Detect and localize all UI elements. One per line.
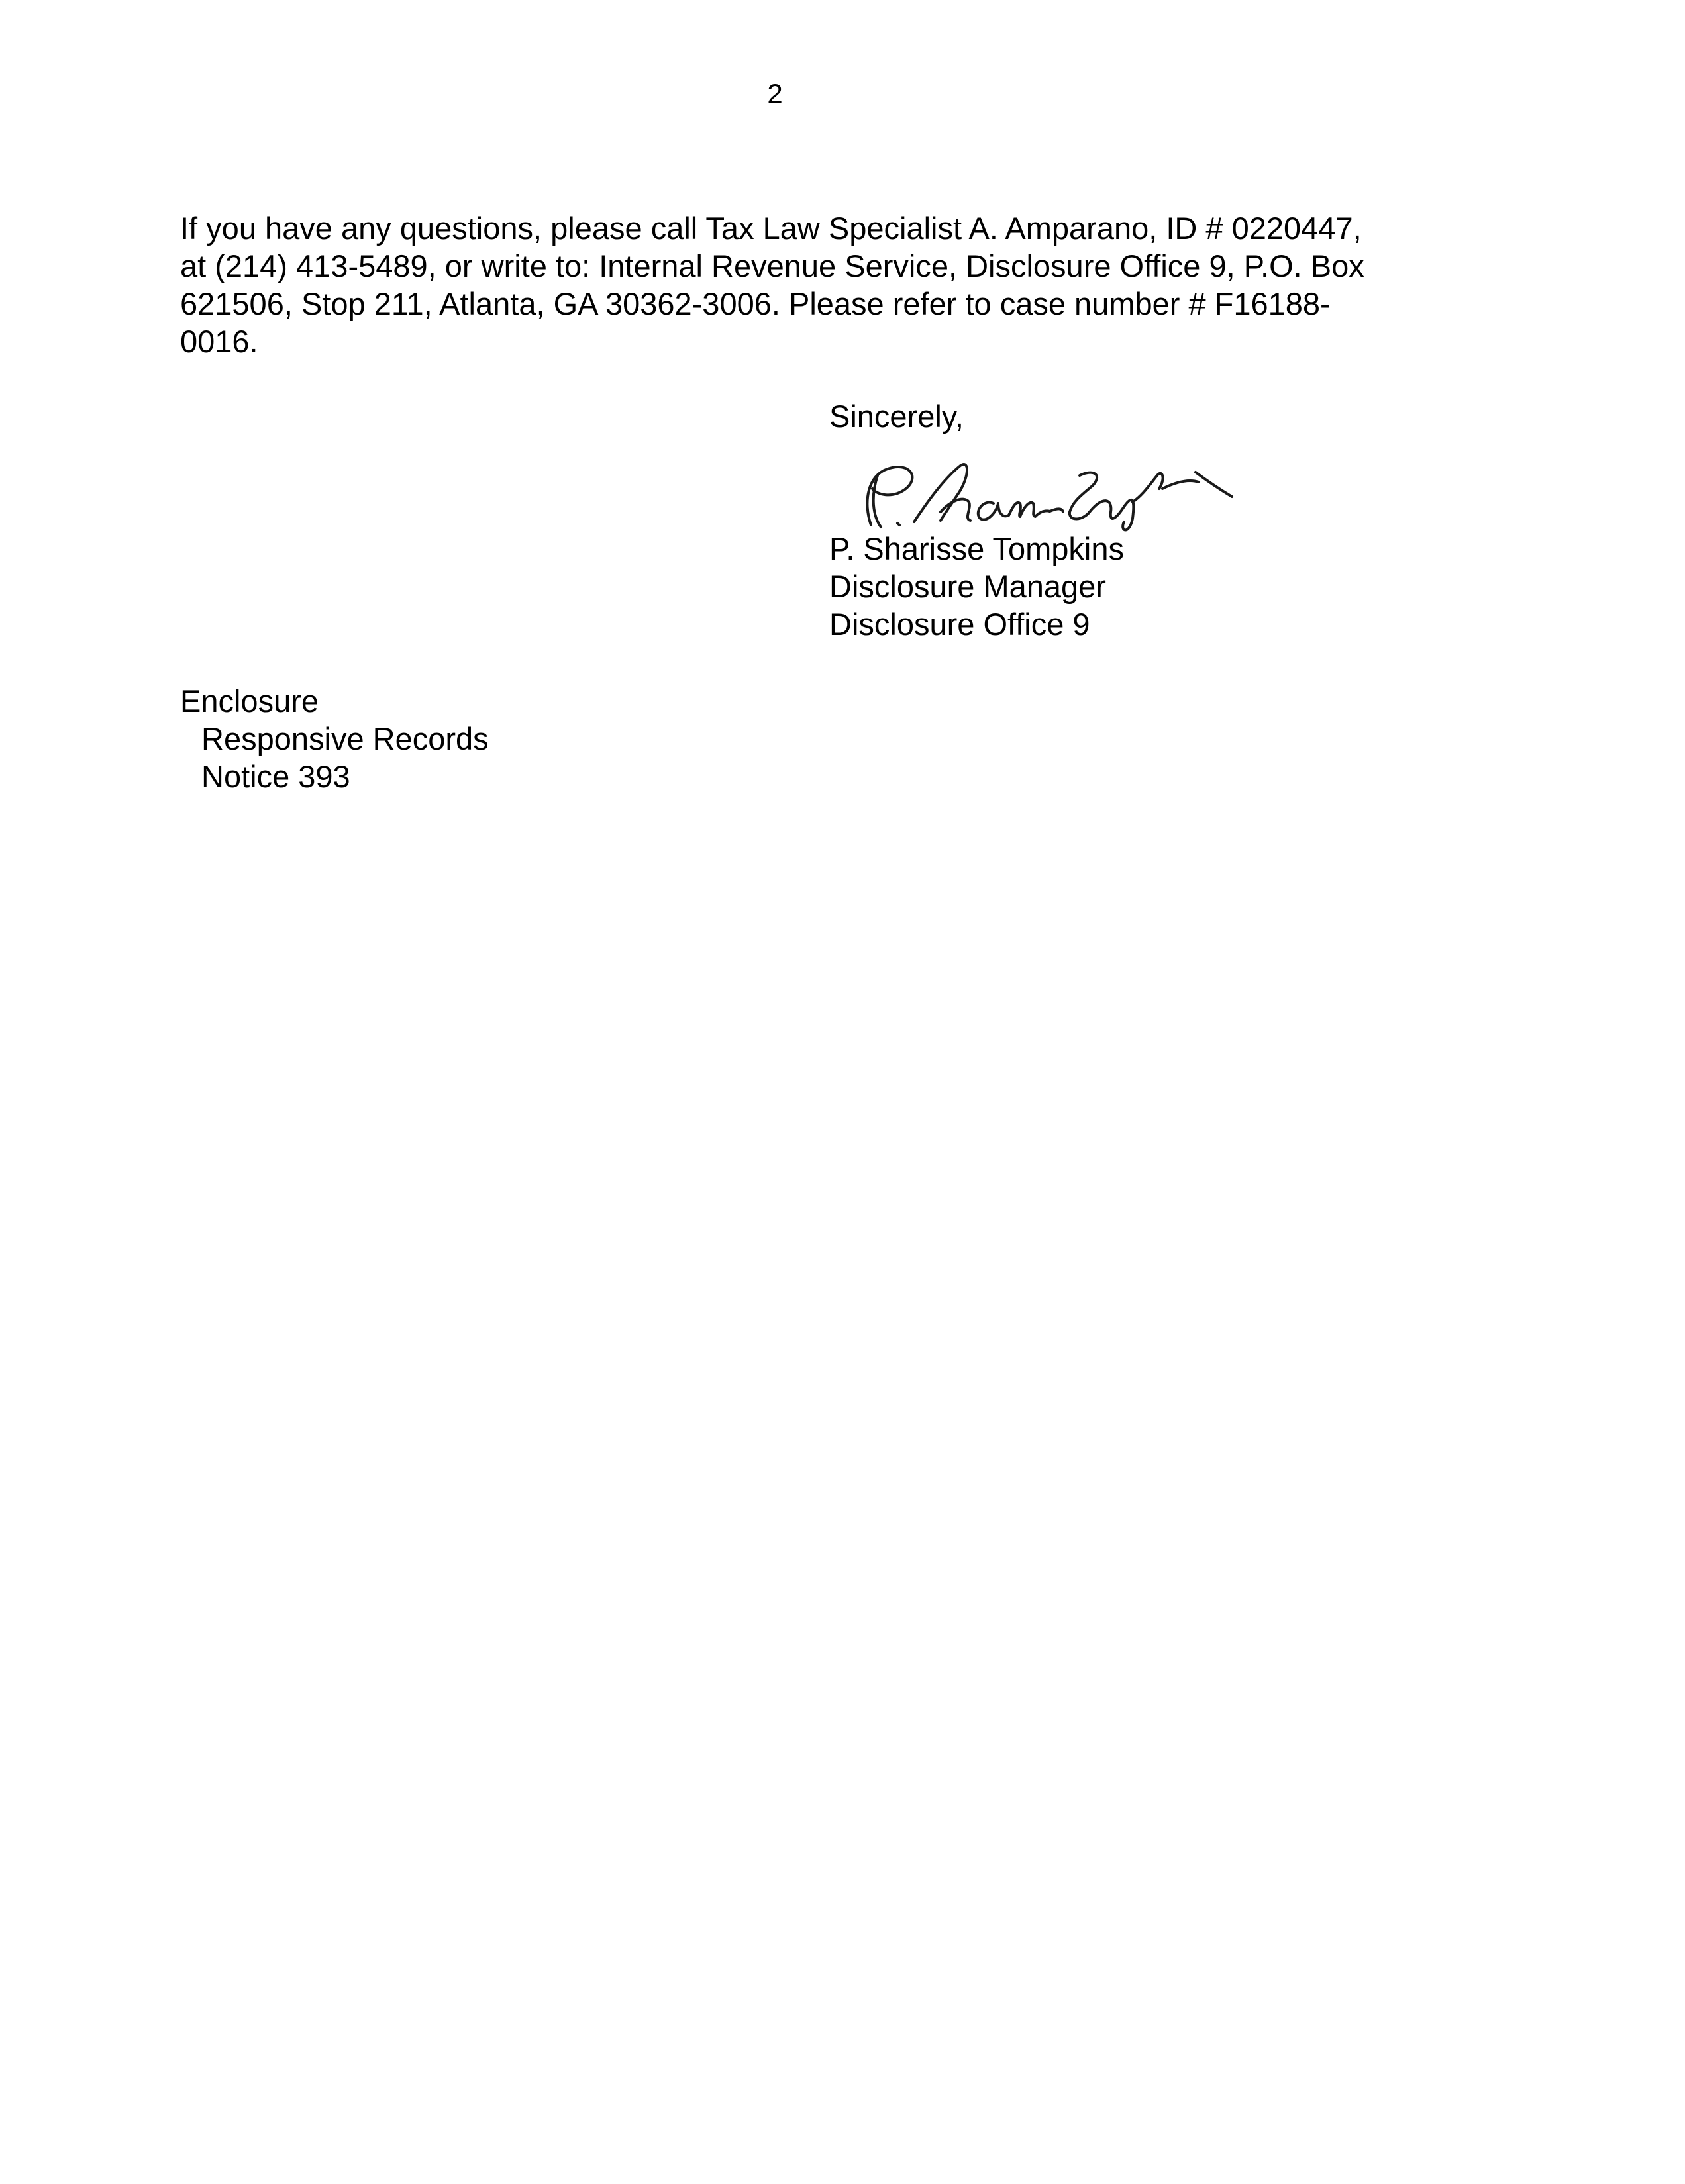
enclosure-item: Responsive Records — [201, 721, 489, 756]
body-line: 0016. — [180, 324, 258, 359]
signer-block — [829, 530, 1124, 643]
signer-name: P. Sharisse Tompkins — [829, 531, 1124, 566]
signer-title: Disclosure Manager — [829, 569, 1106, 604]
enclosure-list — [180, 682, 489, 795]
body-paragraph — [180, 209, 1492, 360]
page-number: 2 — [767, 78, 783, 109]
signer-office: Disclosure Office 9 — [829, 607, 1090, 642]
enclosure-heading: Enclosure — [180, 683, 319, 719]
body-line: If you have any questions, please call Tax Law Specialist A. Amparano, ID # 0220447, — [180, 211, 1362, 246]
closing-salutation: Sincerely, — [829, 399, 964, 434]
handwritten-signature — [851, 449, 1249, 535]
body-line: at (214) 413-5489, or write to: Internal Revenue Service, Disclosure Office 9, P.O. Box — [180, 248, 1364, 283]
enclosure-item: Notice 393 — [201, 759, 350, 794]
body-line: 621506, Stop 211, Atlanta, GA 30362-3006. Please refer to case number # F16188- — [180, 286, 1331, 321]
